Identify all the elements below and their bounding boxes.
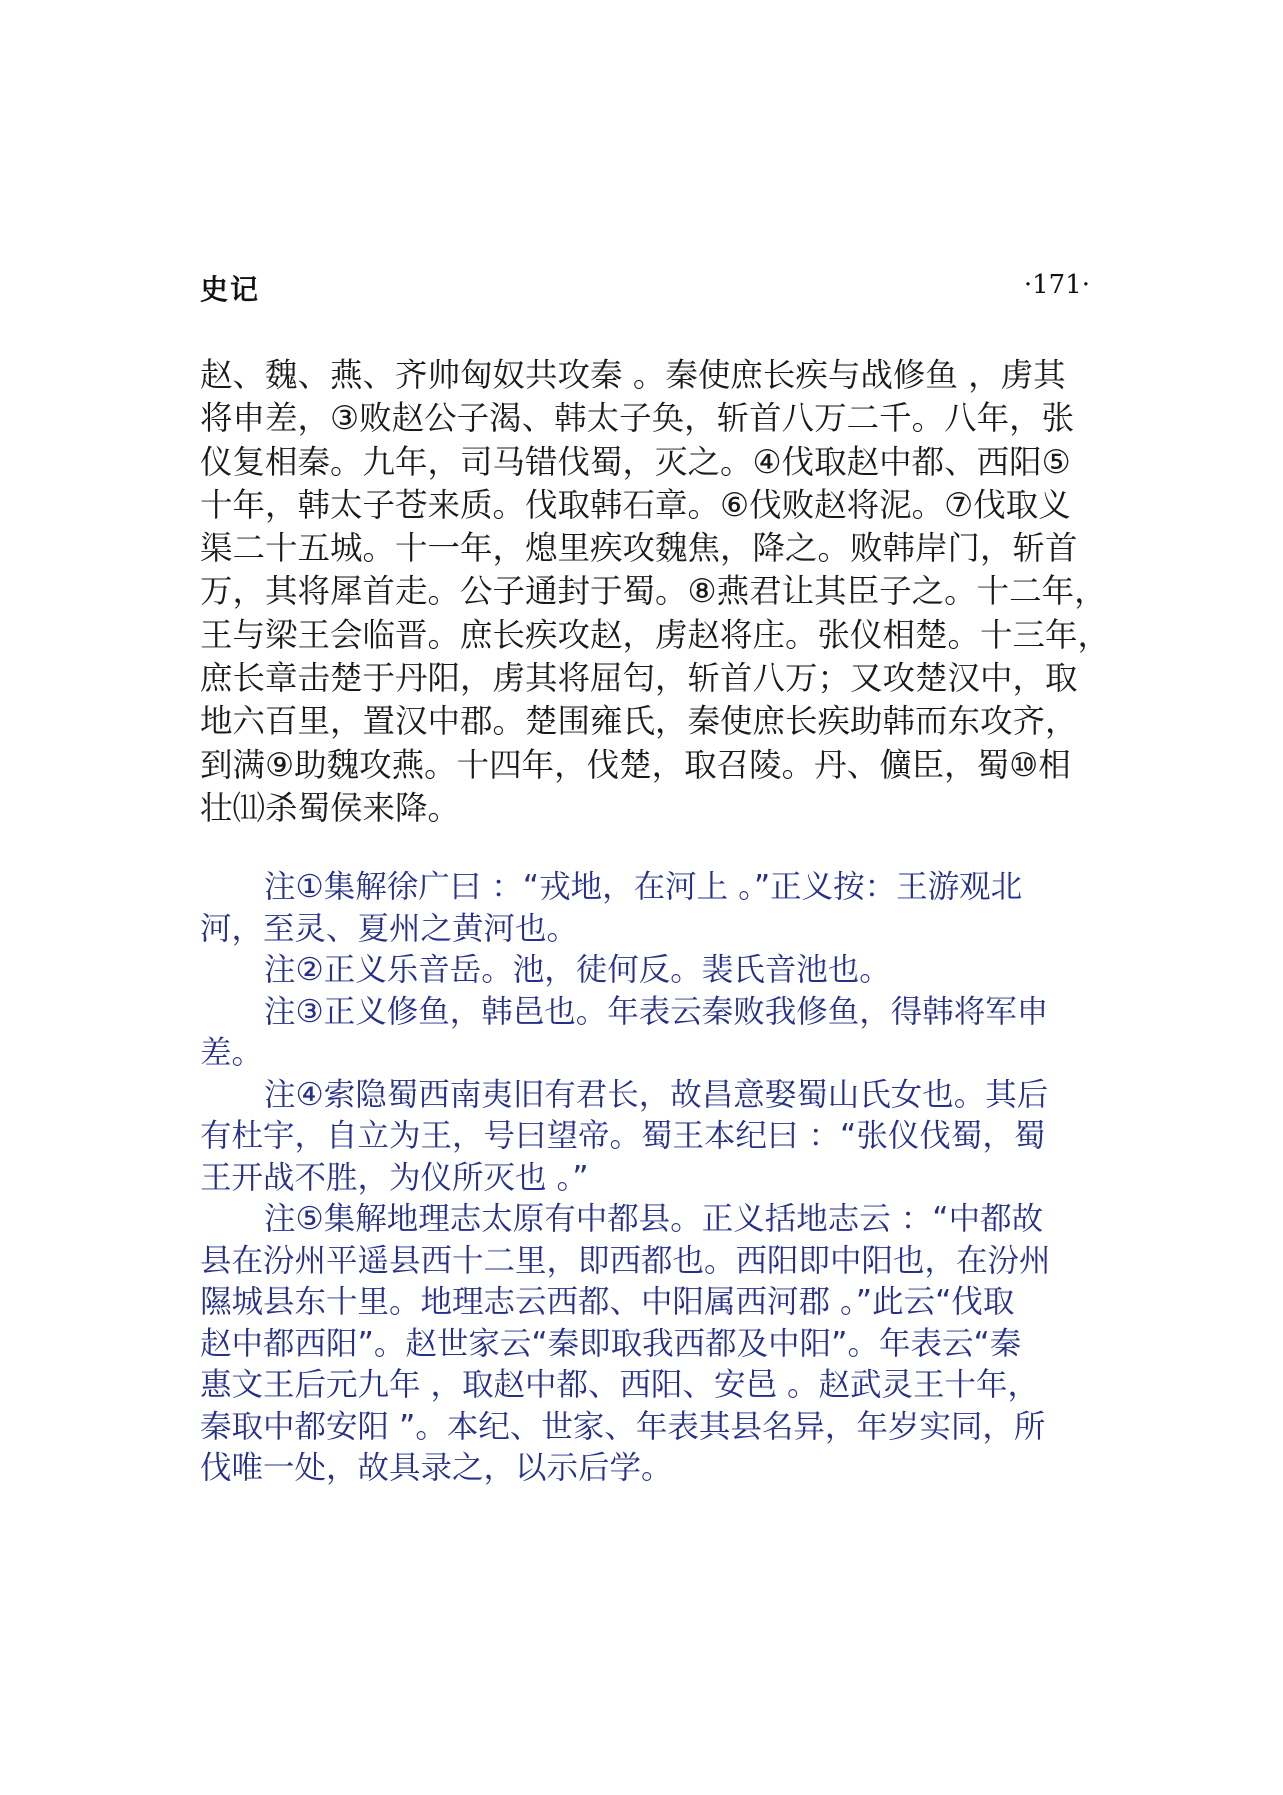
note-1-cont: 河，至灵、夏州之黄河也。: [200, 910, 579, 947]
main-text-line: 渠二十五城。十一年，熄里疾攻魏焦，降之。败韩岸门，斩首: [200, 529, 1078, 568]
note-5-cont: 惠文王后元九年 ，取赵中都、西阳、安邑 。赵武灵王十年，: [200, 1367, 1040, 1403]
note-1: 注①集解徐广曰 ：“戎地，在河上 。”正义按：王游观北: [264, 869, 1023, 905]
main-text: [200, 354, 1111, 830]
note-5-cont: 县在汾州平遥县西十二里，即西都也。西阳即中阳也，在汾州: [200, 1242, 1051, 1279]
main-text-line: 到满⑨助魏攻燕。十四年，伐楚，取召陵。丹、儣臣，蜀⑩相: [200, 745, 1071, 784]
book-title: 史记: [200, 273, 261, 306]
note-5-cont: 隰城县东十里。地理志云西都、中阳属西河郡 。”此云“伐取: [200, 1284, 1015, 1320]
main-text-line: 壮⑾杀蜀侯来降。: [200, 788, 461, 827]
annotation-notes: [200, 867, 1095, 1490]
main-text-line: 庶长章击楚于丹阳，虏其将屈匄，斩首八万；又攻楚汉中，取: [200, 659, 1078, 698]
main-text-line: 十年，韩太子苍来质。伐取韩石章。⑥伐败赵将泥。⑦伐取义: [200, 485, 1071, 524]
note-5-cont: 伐唯一处，故具录之，以示后学。: [200, 1450, 673, 1486]
main-text-line: 赵、魏、燕、齐帅匈奴共攻秦 。秦使庶长疾与战修鱼 ，虏其: [200, 356, 1066, 394]
note-3: 注③正义修鱼，韩邑也。年表云秦败我修鱼，得韩将军申: [264, 993, 1049, 1030]
page-number: ·171·: [1023, 270, 1090, 300]
note-4-cont: 有杜宇，自立为王，号曰望帝。蜀王本纪曰 ：“张仪伐蜀，蜀: [200, 1118, 1046, 1154]
note-2: 注②正义乐音岳。池，徒何反。裴氏音池也。: [264, 952, 891, 988]
note-5-cont: 秦取中都安阳 ”。本纪、世家、年表其县名异，年岁实同，所: [200, 1408, 1046, 1445]
main-text-line: 万，其将犀首走。公子通封于蜀。⑧燕君让其臣子之。十二年，: [200, 572, 1107, 611]
main-text-line: 王与梁王会临晋。庶长疾攻赵，虏赵将庄。张仪相楚。十三年，: [200, 615, 1111, 654]
note-3-cont: 差。: [200, 1035, 264, 1071]
note-5: 注⑤集解地理志太原有中都县。正义括地志云 ：“中都故: [264, 1201, 1044, 1237]
note-4: 注④索隐蜀西南夷旧有君长，故昌意娶蜀山氏女也。其后: [264, 1076, 1049, 1113]
main-text-line: 仪复相秦。九年，司马错伐蜀，灭之。④伐取赵中都、西阳⑤: [200, 442, 1071, 481]
running-head: [200, 268, 1090, 308]
note-5-cont: 赵中都西阳”。赵世家云“秦即取我西都及中阳”。年表云“秦: [200, 1325, 1022, 1362]
main-text-line: 将申差，③败赵公子渴、韩太子奂，斩首八万二千。八年，张: [200, 399, 1075, 438]
main-text-line: 地六百里，置汉中郡。楚围雍氏，秦使庶长疾助韩而东攻齐，: [200, 702, 1078, 741]
note-4-cont: 王开战不胜，为仪所灭也 。”: [200, 1159, 589, 1196]
